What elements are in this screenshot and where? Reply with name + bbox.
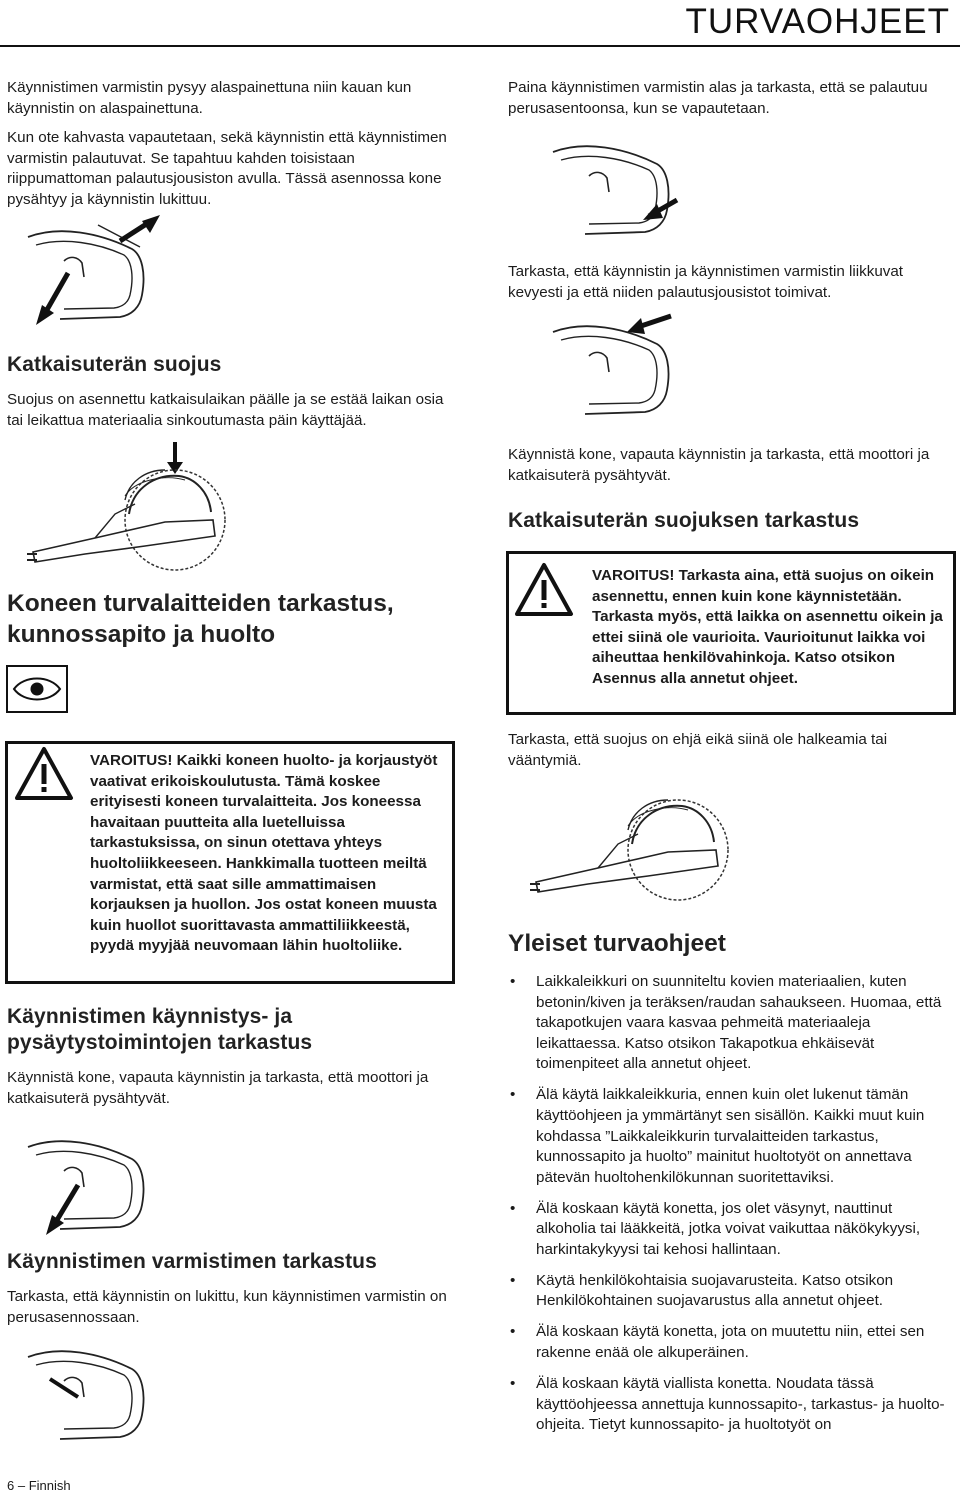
page-number: 6 <box>7 1478 15 1493</box>
general-safety-heading: Yleiset turvaohjeet <box>508 930 726 957</box>
list-item: • Älä koskaan käytä konetta, jos olet väsynyt, nauttinut alkoholia tai lääkkeitä, jotka voivat vaikuttaa näkökykyysi, harkintakykyysi tai kehosi hallintaan. <box>508 1199 953 1261</box>
safety-heading: Koneen turvalaitteiden tarkastus, kunnossapito ja huolto <box>7 590 394 648</box>
page-title: TURVAOHJEET <box>685 2 950 41</box>
guard-check-heading: Katkaisuterän suojuksen tarkastus <box>508 509 860 532</box>
start-stop-paragraph: Käynnistä kone, vapauta käynnistin ja tarkasta, että moottori ja katkaisuterä pysähtyvät. <box>7 1069 429 1107</box>
guard-heading: Katkaisuterän suojus <box>7 353 222 376</box>
guard-check-paragraph: Tarkasta, että suojus on ehjä eikä siinä ole halkeamia tai vääntymiä. <box>508 731 888 769</box>
warning-2-text: VAROITUS! Tarkasta aina, että suojus on oikein asennettu, ennen kuin kone käynnistetään. Tarkasta myös, että laikka on asennettu oikein ja ettei siinä ole vaurioita. Vaurioitunut laikka voi aiheuttaa henkilövahinkoja. Katso otsikon Asennus alla annetut ohjeet. <box>592 567 943 687</box>
cutter-guard-illustration <box>528 770 738 905</box>
handle-press-icon <box>20 1125 160 1235</box>
warning-1-text: VAROITUS! Kaikki koneen huolto- ja korjaustyöt vaativat erikoiskoulutusta. Tämä koskee erityisesti koneen turvalaitteita. Jos koneessa havaitaan puutteita alla luetelluissa tarkastuksissa, on sinun otettava yhteys huoltoliikkeeseen. Hankkimalla tuotteen meiltä varmistat, että saat sille ammattimaisen korjauksen ja huollon. Jos ostat koneen muusta kuin huollot suorittavasta ammattiliikkeestä, pyydä myyjää neuvomaan lähin huoltoliike. <box>90 752 438 955</box>
handle-release-icon <box>20 215 160 325</box>
list-item: • Laikkaleikkuri on suunniteltu kovien materiaalien, kuten betonin/kiven ja teräksen/raudan sahaukseen. Huomaa, että takapotkujen vaara kasvaa pehmeitä materiaaleja leikattaessa. Katso otsikon Takapotkua ehkäisevät toimenpiteet alla annetut ohjeet. <box>508 972 953 1075</box>
handle-lock-icon <box>20 1335 160 1445</box>
footer-dash: – <box>17 1478 26 1493</box>
list-item: • Älä koskaan käytä konetta, jota on muutettu niin, ettei sen rakenne enää ole alkuperäinen. <box>508 1322 953 1363</box>
handle-release-icon <box>545 310 695 420</box>
list-item: • Käytä henkilökohtaisia suojavarusteita. Katso otsikon Henkilökohtainen suojavarustus alla annetut ohjeet. <box>508 1271 953 1312</box>
guard-paragraph: Suojus on asennettu katkaisulaikan päälle ja se estää laikan osia tai leikattua materiaalia sinkoutumasta päin käyttäjää. <box>7 391 444 429</box>
warning-triangle-icon <box>14 746 74 802</box>
eye-inspection-icon <box>6 665 68 713</box>
intro-paragraph-2: Kun ote kahvasta vapautetaan, sekä käynnistin että käynnistimen varmistin palautuvat. Se tapahtuu kahden toisistaan riippumattoman palautusjousiston avulla. Tässä asennossa kone pysähtyy ja käynnistin lukittuu. <box>7 129 447 208</box>
page-footer <box>7 1478 71 1494</box>
list-item: • Älä käytä laikkaleikkuria, ennen kuin olet lukenut tämän käyttöohjeen ja ymmärtänyt sen sisällön. Kaikki muut kuin kohdassa ”Laikkaleikkurin turvalaitteiden tarkastus, kunnossapito ja huolto” mainitut huoltotyöt on annettava pätevän huoltohenkilökunnan suoritettaviksi. <box>508 1085 953 1188</box>
intro-paragraph-1: Käynnistimen varmistin pysyy alaspainettuna niin kauan kun käynnistin on alaspainettuna. <box>7 79 412 117</box>
footer-language: Finnish <box>28 1478 71 1493</box>
start-stop-heading: Käynnistimen käynnistys- ja pysäytystoimintojen tarkastus <box>7 1005 313 1054</box>
right-paragraph-2: Tarkasta, että käynnistin ja käynnistimen varmistin liikkuvat kevyesti ja että niiden palautusjousistot toimivat. <box>508 263 904 301</box>
header-rule <box>0 45 960 47</box>
right-paragraph-3: Käynnistä kone, vapauta käynnistin ja tarkasta, että moottori ja katkaisuterä pysähtyvät. <box>508 446 930 484</box>
handle-press-icon <box>545 130 695 240</box>
general-safety-list <box>508 972 953 1446</box>
lock-check-paragraph: Tarkasta, että käynnistin on lukittu, kun käynnistimen varmistin on perusasennossaan. <box>7 1288 447 1326</box>
lock-check-heading: Käynnistimen varmistimen tarkastus <box>7 1250 377 1273</box>
cutter-guard-illustration <box>25 440 235 575</box>
warning-triangle-icon <box>514 562 574 618</box>
list-item: • Älä koskaan käytä viallista konetta. Noudata tässä käyttöohjeessa annettuja kunnossapito-, tarkastus- ja huolto-ohjeita. Tietyt kunnossapito- ja huoltotyöt on <box>508 1374 953 1436</box>
right-paragraph-1: Paina käynnistimen varmistin alas ja tarkasta, että se palautuu perusasentoonsa, kun se vapautetaan. <box>508 79 928 117</box>
